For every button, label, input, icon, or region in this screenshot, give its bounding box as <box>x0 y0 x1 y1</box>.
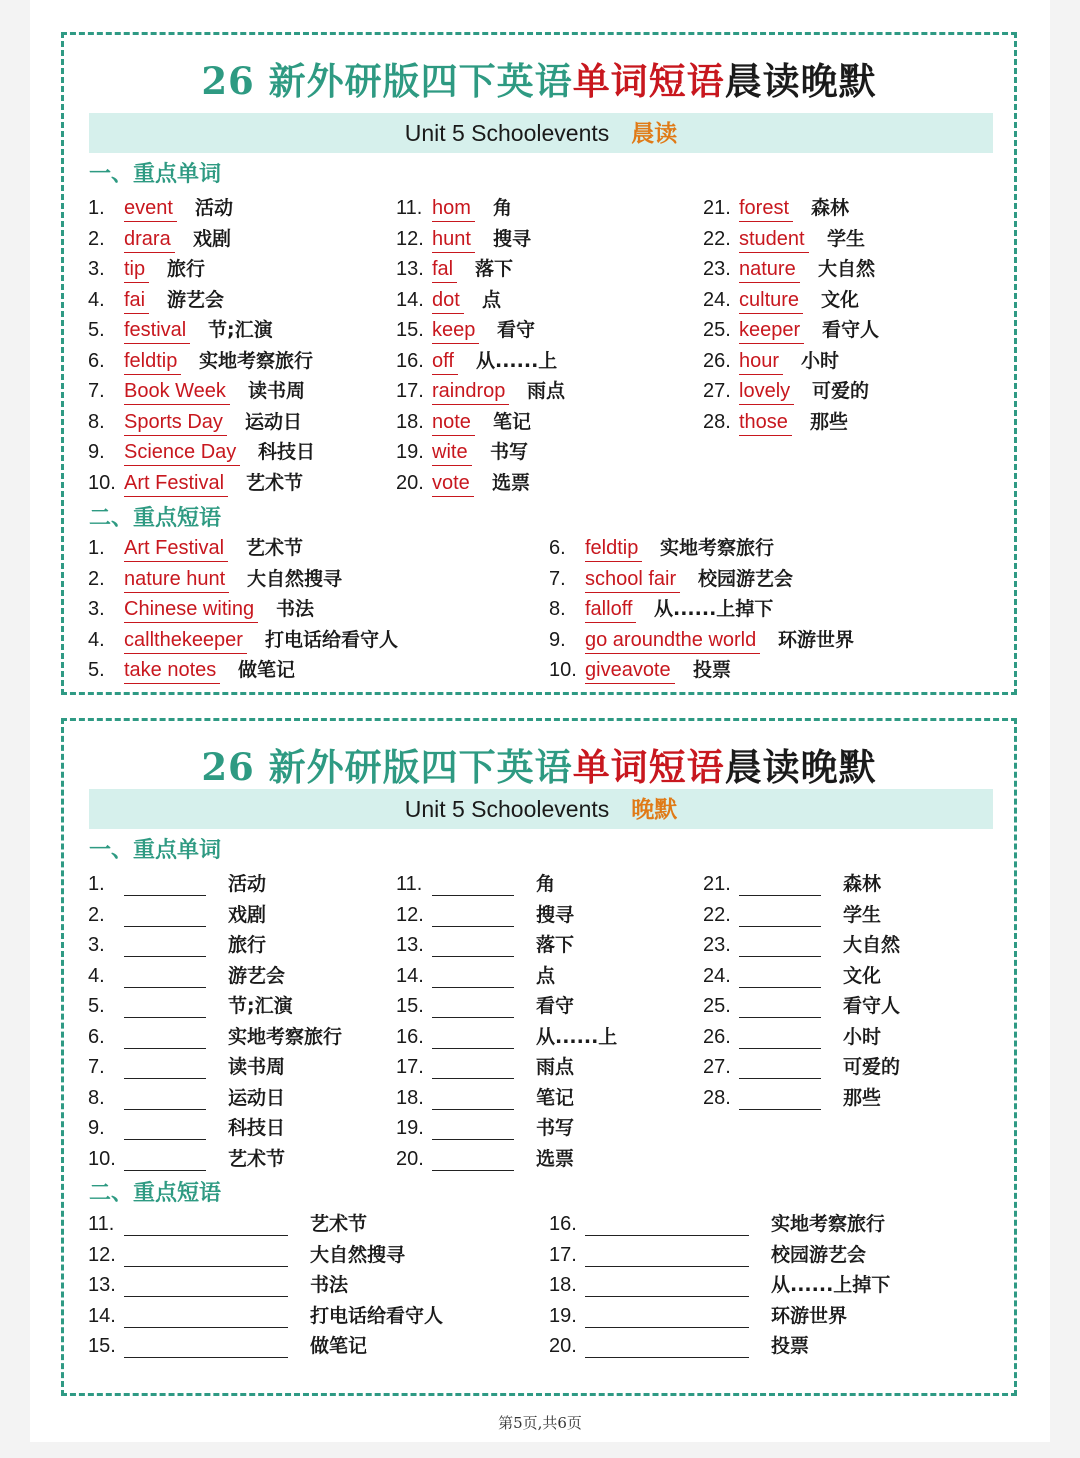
list-item <box>549 1211 989 1241</box>
item-number: 25. <box>703 319 731 341</box>
english-term: fal <box>432 256 457 283</box>
answer-blank <box>124 926 206 927</box>
item-number: 12. <box>88 1243 116 1266</box>
list-item <box>88 1242 528 1272</box>
chinese-meaning: 戏剧 <box>228 903 267 926</box>
chinese-meaning: 游艺会 <box>167 288 225 311</box>
chinese-meaning: 点 <box>536 964 556 987</box>
item-number: 20. <box>396 1147 424 1170</box>
list-item <box>88 596 528 626</box>
item-number: 9. <box>88 1117 105 1139</box>
chinese-meaning: 文化 <box>821 288 860 311</box>
item-number: 28. <box>703 1086 731 1109</box>
item-number: 11. <box>396 197 423 219</box>
item-number: 15. <box>396 995 424 1017</box>
english-term: lovely <box>739 378 794 405</box>
chinese-meaning: 实地考察旅行 <box>771 1213 886 1235</box>
chinese-meaning: 看守 <box>497 319 536 341</box>
list-item <box>703 932 1080 962</box>
list-item <box>549 627 989 657</box>
chinese-meaning: 看守人 <box>822 319 880 341</box>
item-number: 7. <box>549 567 566 590</box>
chinese-meaning: 戏剧 <box>193 227 232 250</box>
answer-blank <box>124 987 206 988</box>
item-number: 7. <box>88 380 105 402</box>
item-number: 16. <box>396 1025 424 1048</box>
chinese-meaning: 笔记 <box>493 410 532 433</box>
english-term: school fair <box>585 566 680 593</box>
answer-blank <box>124 1109 206 1110</box>
item-number: 26. <box>703 349 731 372</box>
morning-reading-card <box>61 32 1017 695</box>
item-number: 17. <box>549 1243 577 1266</box>
chinese-meaning: 看守人 <box>843 995 901 1017</box>
item-number: 16. <box>396 349 424 372</box>
answer-blank <box>124 895 206 896</box>
chinese-meaning: 雨点 <box>527 380 566 402</box>
english-term: Art Festival <box>124 470 228 497</box>
item-number: 13. <box>396 258 424 280</box>
list-item <box>396 470 836 500</box>
chinese-meaning: 节;汇演 <box>208 319 273 341</box>
item-number: 2. <box>88 567 105 590</box>
answer-blank <box>432 1139 514 1140</box>
item-number: 23. <box>703 934 731 956</box>
item-number: 14. <box>396 288 424 311</box>
chinese-meaning: 艺术节 <box>246 471 304 494</box>
english-term: Science Day <box>124 439 240 466</box>
list-item <box>703 256 1080 286</box>
chinese-meaning: 角 <box>536 873 556 895</box>
chinese-meaning: 环游世界 <box>771 1304 848 1327</box>
chinese-meaning: 角 <box>493 197 513 219</box>
chinese-meaning: 实地考察旅行 <box>199 349 314 372</box>
answer-blank <box>432 1078 514 1079</box>
english-term: Book Week <box>124 378 230 405</box>
item-number: 3. <box>88 258 105 280</box>
item-number: 11. <box>88 1213 115 1235</box>
list-item <box>88 535 528 565</box>
chinese-meaning: 旅行 <box>228 934 267 956</box>
list-item <box>549 566 989 596</box>
chinese-meaning: 大自然 <box>818 258 876 280</box>
list-item <box>549 1242 989 1272</box>
answer-blank <box>739 987 821 988</box>
title-part-1: 26 新外研版四下英语 <box>201 59 573 103</box>
english-term: event <box>124 195 177 222</box>
item-number: 20. <box>396 471 424 494</box>
chinese-meaning: 那些 <box>810 410 849 433</box>
english-term: giveavote <box>585 657 675 684</box>
chinese-meaning: 艺术节 <box>310 1213 368 1235</box>
item-number: 10. <box>88 1147 116 1170</box>
english-term: go aroundthe world <box>585 627 760 654</box>
answer-blank <box>739 1048 821 1049</box>
list-item <box>88 1272 528 1302</box>
english-term: hunt <box>432 226 475 253</box>
mode-tag: 晚默 <box>631 796 678 822</box>
item-number: 5. <box>88 659 105 681</box>
chinese-meaning: 那些 <box>843 1086 882 1109</box>
chinese-meaning: 看守 <box>536 995 575 1017</box>
chinese-meaning: 艺术节 <box>228 1147 286 1170</box>
english-term: tip <box>124 256 149 283</box>
list-item <box>88 627 528 657</box>
english-term: hour <box>739 348 783 375</box>
evening-dictation-card <box>61 718 1017 1396</box>
item-number: 27. <box>703 380 731 402</box>
chinese-meaning: 落下 <box>536 934 575 956</box>
title-part-2: 单词短语 <box>572 59 725 103</box>
item-number: 14. <box>88 1304 116 1327</box>
list-item <box>703 287 1080 317</box>
answer-blank <box>124 1296 288 1297</box>
english-term: callthekeeper <box>124 627 247 654</box>
answer-blank <box>585 1266 749 1267</box>
item-number: 2. <box>88 903 105 926</box>
english-term: Art Festival <box>124 535 228 562</box>
english-term: keep <box>432 317 479 344</box>
english-term: student <box>739 226 809 253</box>
english-term: hom <box>432 195 475 222</box>
item-number: 16. <box>549 1213 577 1235</box>
item-number: 22. <box>703 903 731 926</box>
chinese-meaning: 书法 <box>276 598 315 620</box>
item-number: 3. <box>88 598 105 620</box>
chinese-meaning: 搜寻 <box>536 903 575 926</box>
list-item <box>703 1024 1080 1054</box>
mode-tag: 晨读 <box>631 120 678 146</box>
card-title <box>64 51 1014 105</box>
chinese-meaning: 大自然 <box>843 934 901 956</box>
chinese-meaning: 旅行 <box>167 258 206 280</box>
item-number: 21. <box>703 197 731 219</box>
chinese-meaning: 森林 <box>811 197 850 219</box>
item-number: 9. <box>549 628 566 651</box>
list-item <box>549 657 989 687</box>
chinese-meaning: 投票 <box>693 659 732 681</box>
answer-blank <box>739 1078 821 1079</box>
chinese-meaning: 森林 <box>843 873 882 895</box>
list-item <box>703 871 1080 901</box>
chinese-meaning: 实地考察旅行 <box>660 537 775 559</box>
answer-blank <box>124 1017 206 1018</box>
item-number: 8. <box>549 598 566 620</box>
english-term: festival <box>124 317 190 344</box>
item-number: 18. <box>549 1274 577 1296</box>
chinese-meaning: 做笔记 <box>238 659 296 681</box>
english-term: forest <box>739 195 793 222</box>
list-item <box>703 1085 1080 1115</box>
chinese-meaning: 校园游艺会 <box>698 567 794 590</box>
answer-blank <box>432 956 514 957</box>
chinese-meaning: 从......上掉下 <box>654 598 774 620</box>
item-number: 1. <box>88 873 105 895</box>
answer-blank <box>124 1170 206 1171</box>
chinese-meaning: 活动 <box>228 873 267 895</box>
item-number: 15. <box>88 1335 116 1357</box>
answer-blank <box>585 1327 749 1328</box>
answer-blank <box>124 1235 288 1236</box>
answer-blank <box>739 1109 821 1110</box>
item-number: 6. <box>88 349 105 372</box>
title-part-1: 26 新外研版四下英语 <box>201 745 573 789</box>
item-number: 4. <box>88 288 105 311</box>
title-part-3: 晨读晚默 <box>724 745 877 789</box>
chinese-meaning: 可爱的 <box>843 1056 901 1078</box>
chinese-meaning: 选票 <box>492 471 531 494</box>
list-item <box>88 1211 528 1241</box>
title-part-3: 晨读晚默 <box>724 59 877 103</box>
item-number: 17. <box>396 380 424 402</box>
chinese-meaning: 读书周 <box>228 1056 286 1078</box>
list-item <box>703 195 1080 225</box>
card-title <box>64 737 1014 791</box>
list-item <box>549 535 989 565</box>
list-item <box>703 963 1080 993</box>
unit-band <box>89 113 993 153</box>
item-number: 24. <box>703 288 731 311</box>
answer-blank <box>124 1139 206 1140</box>
unit-band <box>89 789 993 829</box>
chinese-meaning: 笔记 <box>536 1086 575 1109</box>
title-part-2: 单词短语 <box>572 745 725 789</box>
answer-blank <box>432 1170 514 1171</box>
section-phrases-title: 二、重点短语 <box>89 506 222 531</box>
english-term: drara <box>124 226 175 253</box>
item-number: 4. <box>88 964 105 987</box>
item-number: 15. <box>396 319 424 341</box>
item-number: 12. <box>396 227 424 250</box>
section-words-title: 一、重点单词 <box>89 838 222 863</box>
list-item <box>703 378 1080 408</box>
english-term: off <box>432 348 458 375</box>
english-term: feldtip <box>585 535 642 562</box>
unit-label: Unit 5 Schoolevents <box>404 796 610 822</box>
chinese-meaning: 大自然搜寻 <box>310 1243 406 1266</box>
chinese-meaning: 校园游艺会 <box>771 1243 867 1266</box>
chinese-meaning: 雨点 <box>536 1056 575 1078</box>
item-number: 26. <box>703 1025 731 1048</box>
list-item <box>549 1333 989 1363</box>
item-number: 5. <box>88 319 105 341</box>
chinese-meaning: 活动 <box>195 197 234 219</box>
list-item <box>88 657 528 687</box>
answer-blank <box>739 926 821 927</box>
english-term: Sports Day <box>124 409 227 436</box>
english-term: those <box>739 409 792 436</box>
chinese-meaning: 投票 <box>771 1335 810 1357</box>
list-item <box>88 1333 528 1363</box>
list-item <box>396 1146 836 1176</box>
item-number: 1. <box>88 197 105 219</box>
chinese-meaning: 实地考察旅行 <box>228 1025 343 1048</box>
english-term: falloff <box>585 596 636 623</box>
english-term: feldtip <box>124 348 181 375</box>
english-term: keeper <box>739 317 804 344</box>
item-number: 22. <box>703 227 731 250</box>
chinese-meaning: 从......上 <box>536 1025 618 1048</box>
list-item <box>88 1303 528 1333</box>
item-number: 6. <box>88 1025 105 1048</box>
item-number: 6. <box>549 537 566 559</box>
list-item <box>396 1115 836 1145</box>
answer-blank <box>124 1078 206 1079</box>
chinese-meaning: 游艺会 <box>228 964 286 987</box>
chinese-meaning: 书写 <box>536 1117 575 1139</box>
answer-blank <box>124 956 206 957</box>
page-footer: 第5页,共6页 <box>498 1414 582 1432</box>
chinese-meaning: 书法 <box>310 1274 349 1296</box>
chinese-meaning: 搜寻 <box>493 227 532 250</box>
chinese-meaning: 打电话给看守人 <box>265 628 399 651</box>
chinese-meaning: 小时 <box>843 1025 882 1048</box>
list-item <box>549 1272 989 1302</box>
item-number: 13. <box>88 1274 116 1296</box>
chinese-meaning: 落下 <box>475 258 514 280</box>
english-term: nature <box>739 256 800 283</box>
item-number: 24. <box>703 964 731 987</box>
chinese-meaning: 读书周 <box>248 380 306 402</box>
answer-blank <box>124 1357 288 1358</box>
item-number: 10. <box>549 659 577 681</box>
item-number: 12. <box>396 903 424 926</box>
chinese-meaning: 环游世界 <box>778 628 855 651</box>
english-term: take notes <box>124 657 220 684</box>
chinese-meaning: 运动日 <box>228 1086 286 1109</box>
english-term: dot <box>432 287 464 314</box>
answer-blank <box>124 1266 288 1267</box>
answer-blank <box>585 1357 749 1358</box>
list-item <box>703 993 1080 1023</box>
item-number: 28. <box>703 410 731 433</box>
item-number: 21. <box>703 873 731 895</box>
list-item <box>703 348 1080 378</box>
chinese-meaning: 运动日 <box>245 410 303 433</box>
chinese-meaning: 文化 <box>843 964 882 987</box>
item-number: 13. <box>396 934 424 956</box>
answer-blank <box>585 1296 749 1297</box>
answer-blank <box>432 1048 514 1049</box>
english-term: vote <box>432 470 474 497</box>
english-term: fai <box>124 287 149 314</box>
english-term: culture <box>739 287 803 314</box>
list-item <box>703 409 1080 439</box>
item-number: 1. <box>88 537 105 559</box>
item-number: 5. <box>88 995 105 1017</box>
answer-blank <box>432 926 514 927</box>
item-number: 18. <box>396 1086 424 1109</box>
chinese-meaning: 科技日 <box>258 441 316 463</box>
item-number: 20. <box>549 1335 577 1357</box>
english-term: wite <box>432 439 472 466</box>
answer-blank <box>432 1017 514 1018</box>
item-number: 17. <box>396 1056 424 1078</box>
chinese-meaning: 小时 <box>801 349 840 372</box>
chinese-meaning: 从......上掉下 <box>771 1274 891 1296</box>
item-number: 3. <box>88 934 105 956</box>
answer-blank <box>124 1327 288 1328</box>
answer-blank <box>739 1017 821 1018</box>
chinese-meaning: 艺术节 <box>246 537 304 559</box>
answer-blank <box>585 1235 749 1236</box>
item-number: 23. <box>703 258 731 280</box>
chinese-meaning: 节;汇演 <box>228 995 293 1017</box>
list-item <box>396 439 836 469</box>
list-item <box>549 1303 989 1333</box>
chinese-meaning: 大自然搜寻 <box>247 567 343 590</box>
answer-blank <box>739 956 821 957</box>
answer-blank <box>432 1109 514 1110</box>
item-number: 2. <box>88 227 105 250</box>
english-term: note <box>432 409 475 436</box>
chinese-meaning: 学生 <box>843 903 882 926</box>
answer-blank <box>432 895 514 896</box>
chinese-meaning: 做笔记 <box>310 1335 368 1357</box>
answer-blank <box>124 1048 206 1049</box>
list-item <box>703 226 1080 256</box>
item-number: 11. <box>396 873 423 895</box>
item-number: 8. <box>88 410 105 433</box>
answer-blank <box>739 895 821 896</box>
item-number: 8. <box>88 1086 105 1109</box>
section-phrases-title: 二、重点短语 <box>89 1181 222 1206</box>
item-number: 7. <box>88 1056 105 1078</box>
chinese-meaning: 书写 <box>490 441 529 463</box>
item-number: 19. <box>396 441 424 463</box>
chinese-meaning: 选票 <box>536 1147 575 1170</box>
item-number: 14. <box>396 964 424 987</box>
item-number: 19. <box>549 1304 577 1327</box>
chinese-meaning: 可爱的 <box>812 380 870 402</box>
answer-blank <box>432 987 514 988</box>
english-term: raindrop <box>432 378 509 405</box>
list-item <box>703 902 1080 932</box>
list-item <box>703 1054 1080 1084</box>
item-number: 25. <box>703 995 731 1017</box>
chinese-meaning: 科技日 <box>228 1117 286 1139</box>
item-number: 19. <box>396 1117 424 1139</box>
chinese-meaning: 点 <box>482 288 502 311</box>
section-words-title: 一、重点单词 <box>89 162 222 187</box>
unit-label: Unit 5 Schoolevents <box>404 120 610 146</box>
item-number: 10. <box>88 471 116 494</box>
list-item <box>88 566 528 596</box>
english-term: nature hunt <box>124 566 229 593</box>
item-number: 9. <box>88 441 105 463</box>
list-item <box>703 317 1080 347</box>
chinese-meaning: 学生 <box>827 227 866 250</box>
item-number: 18. <box>396 410 424 433</box>
item-number: 4. <box>88 628 105 651</box>
list-item <box>549 596 989 626</box>
item-number: 27. <box>703 1056 731 1078</box>
english-term: Chinese witing <box>124 596 258 623</box>
chinese-meaning: 从......上 <box>476 349 558 372</box>
chinese-meaning: 打电话给看守人 <box>310 1304 444 1327</box>
